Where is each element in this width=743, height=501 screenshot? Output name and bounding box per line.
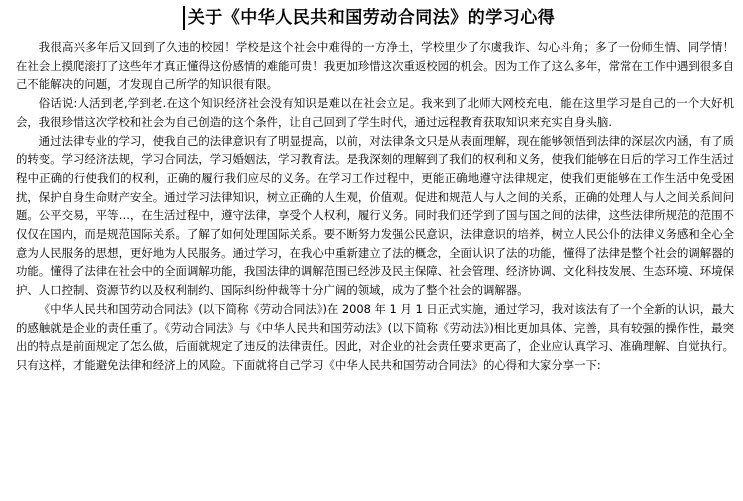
document-title: [188, 4, 556, 32]
paragraph-4: 《中华人民共和国劳动合同法》(以下简称《劳动合同法》)在 2008 年 1 月 1 日正式实施，通过学习，我对该法有了一个全新的认识，最大的感触就是企业的责任重了。《劳动合同法》与《中华人民共和国劳动法》(以下简称《劳动法》)相比更加具体、完善，具有较强的操作性，最突出的特点是前面规定了怎么做，后面就规定了违反的法律责任。因此，对企业的社会责任要求更高了，企业应认真学习、准确理解、自觉执行。只有这样，才能避免法律和经济上的风险。下面就将自己学习《中华人民共和国劳动合同法》的心得和大家分享一下:: [16, 301, 734, 372]
document-title-text: 关于《中华人民共和国劳动合同法》的学习心得: [187, 8, 556, 28]
text-cursor: [183, 6, 185, 30]
document-body: [16, 38, 734, 375]
title-row: [0, 4, 743, 34]
paragraph-1: 我很高兴多年后又回到了久违的校园！学校是这个社会中难得的一方净土，学校里少了尔虞我诈、勾心斗角；多了一份师生情、同学情！ 在社会上摸爬滚打了这些年才真正懂得这份感情的难能可贵！我更加珍惜这次重返校园的机会。因为工作了这么多年，常常在工作中遇到很多自己不能解决的问题，才发现自己所学的知识很有限。: [16, 40, 734, 92]
paragraph-3: 通过法律专业的学习，使我自己的法律意识有了明显提高，以前，对法律条文只是从表面理解，现在能够领悟到法律的深层次内涵，有了质的转变。学习经济法规，学习合同法，学习婚姻法，学习教育法。是我深刻的理解到了我们的权利和义务，使我们能够在日后的学习工作生活过程中正确的行使我们的权利，正确的履行我们应尽的义务。在学习工作过程中，更能正确地遵守法律规定，使我们更能够在工作生活中免受困扰，保护自身生命财产安全。通过学习法律知识，树立正确的人生观，价值观。促进和规范人与人之间的关系，正确的处理人与人之间关系间问题。公平交易，平等…，在生活过程中，遵守法律，享受个人权利，履行义务。同时我们还学到了国与国之间的法律，这些法律所规范的范围不仅仅在国内，而是规范国际关系。了解了如何处理国际关系。要不断努力发强公民意识，法律意识的培养，树立人民公仆的法律义务感和全心全意为人民服务的思想，更好地为人民服务。通过学习，在我心中重新建立了法的概念，全面认识了法的功能，懂得了法律是整个社会的调解器的功能。懂得了法律在社会中的全面调解功能，我国法律的调解范围已经涉及民主保障、社会管理、经济协调、文化科技发展、生态环境、环境保护、人口控制、资源节约以及权利制约、国际纠纷仲裁等十分广阔的领域，成为了整个社会的调解器。: [16, 133, 734, 298]
paragraph-2: 俗话说:人活到老,学到老.在这个知识经济社会没有知识是难以在社会立足。我来到了北师大网校充电．能在这里学习是自己的一个大好机会，我很珍惜这次学校和社会为自己创造的这个条件，让自己回到了学生时代，通过远程教育获取知识来充实自身头脑.: [16, 96, 734, 129]
